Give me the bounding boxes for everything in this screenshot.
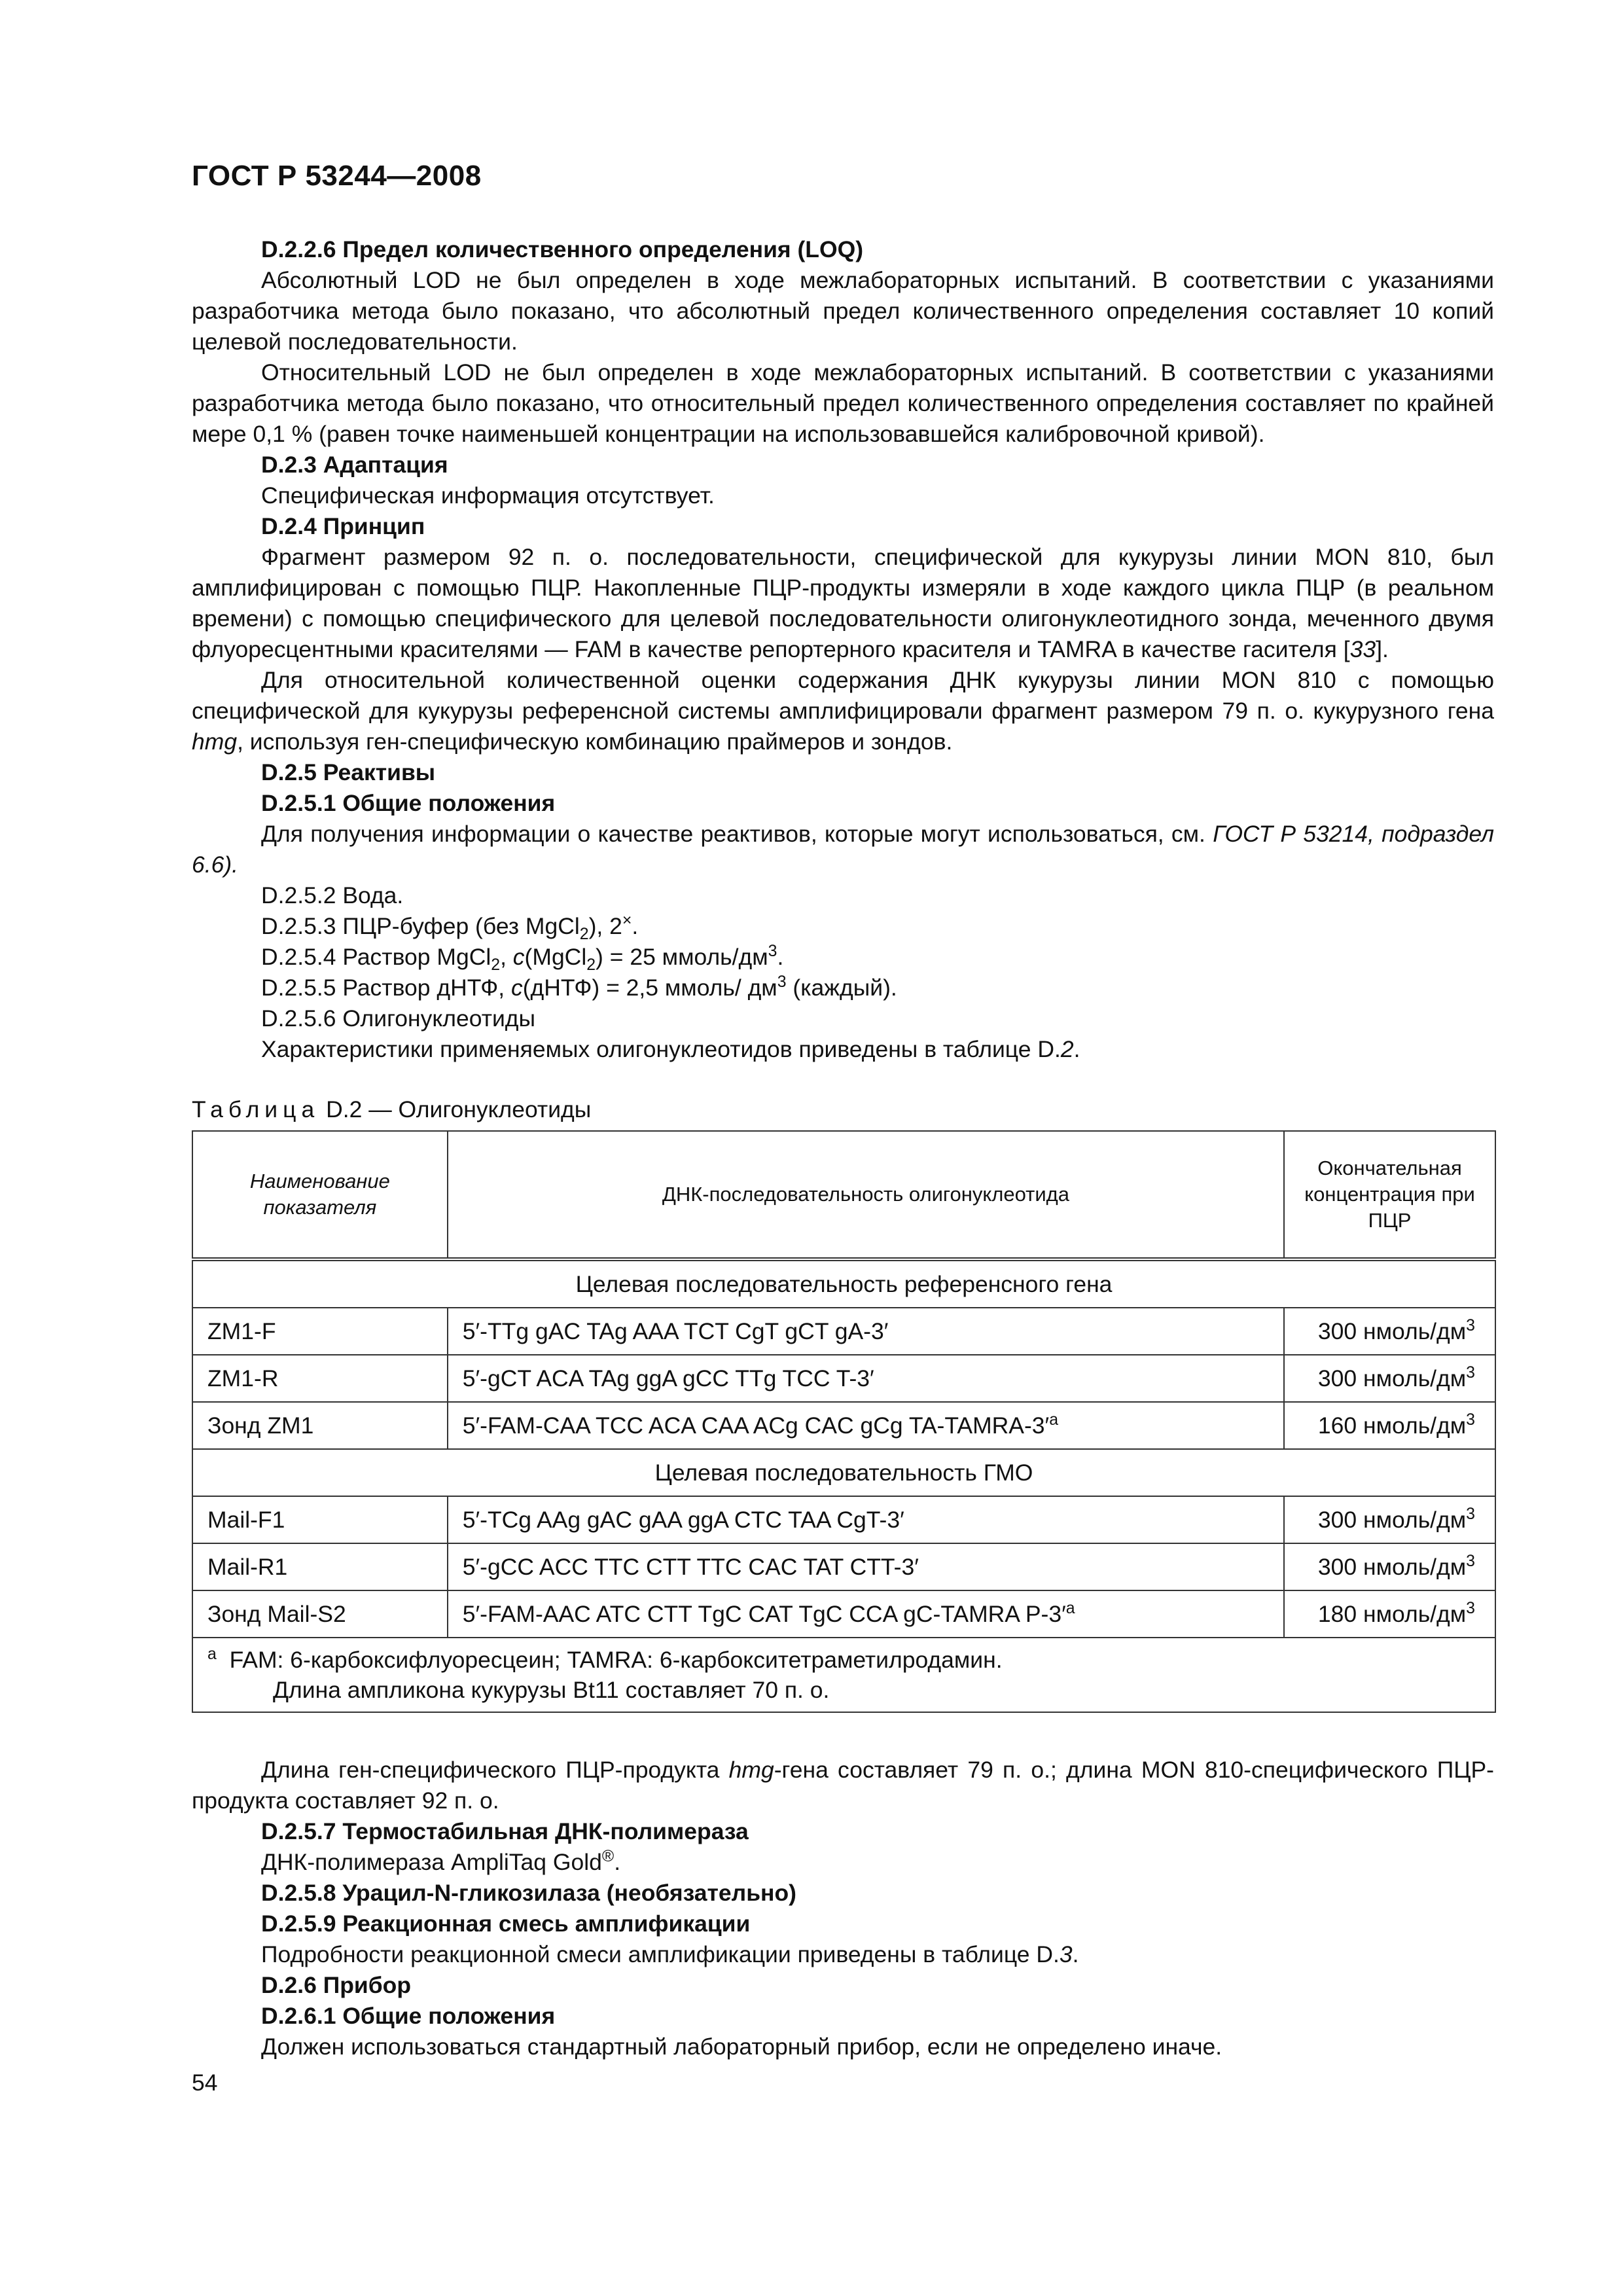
section-reference-gene: Целевая последовательность референсного гена [192,1259,1495,1308]
paragraph-d24-1: Фрагмент размером 92 п. о. последовательности, специфической для кукурузы линии MON 810, был амплифицирован с помощью ПЦР. Накопленные ПЦР-продукты измеряли в ходе каждого цикла ПЦР (в реальном времени) с помощью специфического для целевой последовательности олигонуклеотидного зонда, меченного двумя флуоресцентными красителями — FAM в качестве репортерного красителя и TAMRA в качестве гасителя [33]. [192,544,1494,662]
gene-name: hmg [728,1757,774,1783]
column-header-name: Наименование показателя [192,1131,448,1259]
footnote-text-1: FAM: 6-карбоксифлуоресцеин; TAMRA: 6-карбокситетраметилродамин. [229,1647,1003,1673]
paragraph-d226-2: Относительный LOD не был определен в ходе межлабораторных испытаний. В соответствии с указаниями разработчика метода было показано, что относительный предел количественного определения составляет по крайней мере 0,1 % (равен точке наименьшей концентрации на использовавшейся калибровочной кривой). [192,359,1494,447]
standard-reference: ГОСТ Р 53214, подраздел 6.6). [192,821,1494,878]
paragraph-d259: Подробности реакционной смеси амплификации приведены в таблице D.3. [261,1941,1079,1967]
table-row [192,1308,1495,1355]
paragraph-d261: Должен использоваться стандартный лабораторный прибор, если не определено иначе. [261,2034,1222,2060]
section-gmo: Целевая последовательность ГМО [192,1449,1495,1496]
document-header: ГОСТ Р 53244—2008 [192,160,482,192]
cell-concentration: 300 нмоль/$дм^3$ [1284,1308,1495,1355]
section-title-d26: D.2.6 Прибор [261,1972,412,1998]
item-d256: D.2.5.6 Олигонуклеотиды [261,1005,536,1031]
paragraph-after-table: Длина ген-специфического ПЦР-продукта hmg-гена составляет 79 п. о.; длина MON 810-специфического ПЦР-продукта составляет 92 п. о. [192,1757,1494,1814]
table-row [192,1496,1495,1543]
cell-concentration: 300 нмоль/$дм^3$ [1284,1543,1495,1590]
cell-name: ZM1-R [192,1355,448,1402]
reference-number: 33 [1349,636,1376,662]
cell-sequence: 5′-gCT ACA TAg ggA gCC TTg TCC T-3′ [448,1355,1284,1402]
section-title-d251: D.2.5.1 Общие положения [261,790,556,816]
footnote-mark: a [207,1645,217,1664]
cell-name: ZM1-F [192,1308,448,1355]
paragraph-d24-2: Для относительной количественной оценки содержания ДНК кукурузы линии MON 810 с помощью специфической для кукурузы референсной системы амплифицировали фрагмент размером 79 п. о. кукурузного гена hmg, используя ген-специфическую комбинацию праймеров и зондов. [192,667,1494,755]
cell-concentration: 300 нмоль/$дм^3$ [1284,1496,1495,1543]
cell-name: Зонд ZM1 [192,1402,448,1449]
section-title-d261: D.2.6.1 Общие положения [261,2003,556,2029]
section-title-d259: D.2.5.9 Реакционная смесь амплификации [261,1910,751,1937]
table-caption: Таблица D.2 — Олигонуклеотиды [192,1096,592,1122]
page-number: 54 [192,2070,218,2096]
item-d253: D.2.5.3 ПЦР-буфер (без MgCl$_2$), 2×. [261,912,639,944]
paragraph-d251: Для получения информации о качестве реактивов, которые могут использоваться, см. ГОСТ Р 53214, подраздел 6.6). [192,821,1494,878]
table-section-row [192,1259,1495,1308]
cell-name: Зонд Mail-S2 [192,1590,448,1638]
section-title-d258: D.2.5.8 Урацил-N-гликозилаза (необязательно) [261,1880,796,1906]
cell-name: Mail-R1 [192,1543,448,1590]
cell-concentration: 160 нмоль/$дм^3$ [1284,1402,1495,1449]
cell-sequence: 5′-TTg gAC TAg AAA TCT CgT gCT gA-3′ [448,1308,1284,1355]
table-footnote-row [192,1638,1495,1712]
item-d255: D.2.5.5 Раствор дНТФ, c(дНТФ) = 2,5 ммоль/ $дм^3$ (каждый). [261,973,897,1001]
item-d254: D.2.5.4 Раствор MgCl$_2$, c(MgCl$_2$) = 25 ммоль/$дм^3$. [261,942,784,975]
section-title-d257: D.2.5.7 Термостабильная ДНК-полимераза [261,1818,749,1844]
document-body [192,234,1494,2062]
cell-concentration: 180 нмоль/$дм^3$ [1284,1590,1495,1638]
table-row [192,1355,1495,1402]
cell-sequence: 5′-TCg AAg gAC gAA ggA CTC TAA CgT-3′ [448,1496,1284,1543]
gene-name: hmg [192,728,238,755]
paragraph-d23: Специфическая информация отсутствует. [261,482,715,509]
cell-sequence: 5′-gCC ACC TTC CTT TTC CAC TAT CTT-3′ [448,1543,1284,1590]
table-section-row [192,1449,1495,1496]
paragraph-d257: ДНК-полимераза AmpliTaq Gold®. [261,1848,621,1875]
section-title-d23: D.2.3 Адаптация [261,452,448,478]
section-title-d25: D.2.5 Реактивы [261,759,436,785]
section-title-d226: D.2.2.6 Предел количественного определения (LOQ) [261,236,864,262]
item-d252: D.2.5.2 Вода. [261,882,404,908]
column-header-concentration: Окончательная концентрация при ПЦР [1284,1131,1495,1259]
column-header-sequence: ДНК-последовательность олигонуклеотида [448,1131,1284,1259]
cell-sequence: 5′-FAM-CAA TCC ACA CAA ACg CAC gCg $TA-TAMRA-3'^a$ [448,1402,1284,1449]
table-footnote [192,1638,1495,1712]
cell-concentration: 300 нмоль/$дм^3$ [1284,1355,1495,1402]
paragraph-d256: Характеристики применяемых олигонуклеотидов приведены в таблице D.2. [261,1036,1080,1062]
section-title-d24: D.2.4 Принцип [261,513,425,539]
paragraph-d226-1: Абсолютный LOD не был определен в ходе межлабораторных испытаний. В соответствии с указаниями разработчика метода было показано, что абсолютный предел количественного определения составляет 10 копий целевой последовательности. [192,267,1494,355]
table-row [192,1590,1495,1638]
cell-sequence: 5′-FAM-AAC ATC CTT TgC CAT TgC CCA gC-TAMRA $P-3'^a$ [448,1590,1284,1638]
table-row [192,1543,1495,1590]
oligonucleotides-table [192,1130,1496,1713]
table-header-row [192,1131,1495,1259]
table-row [192,1402,1495,1449]
cell-name: Mail-F1 [192,1496,448,1543]
footnote-text-2: Длина ампликона кукурузы Bt11 составляет 70 п. о. [273,1677,830,1703]
